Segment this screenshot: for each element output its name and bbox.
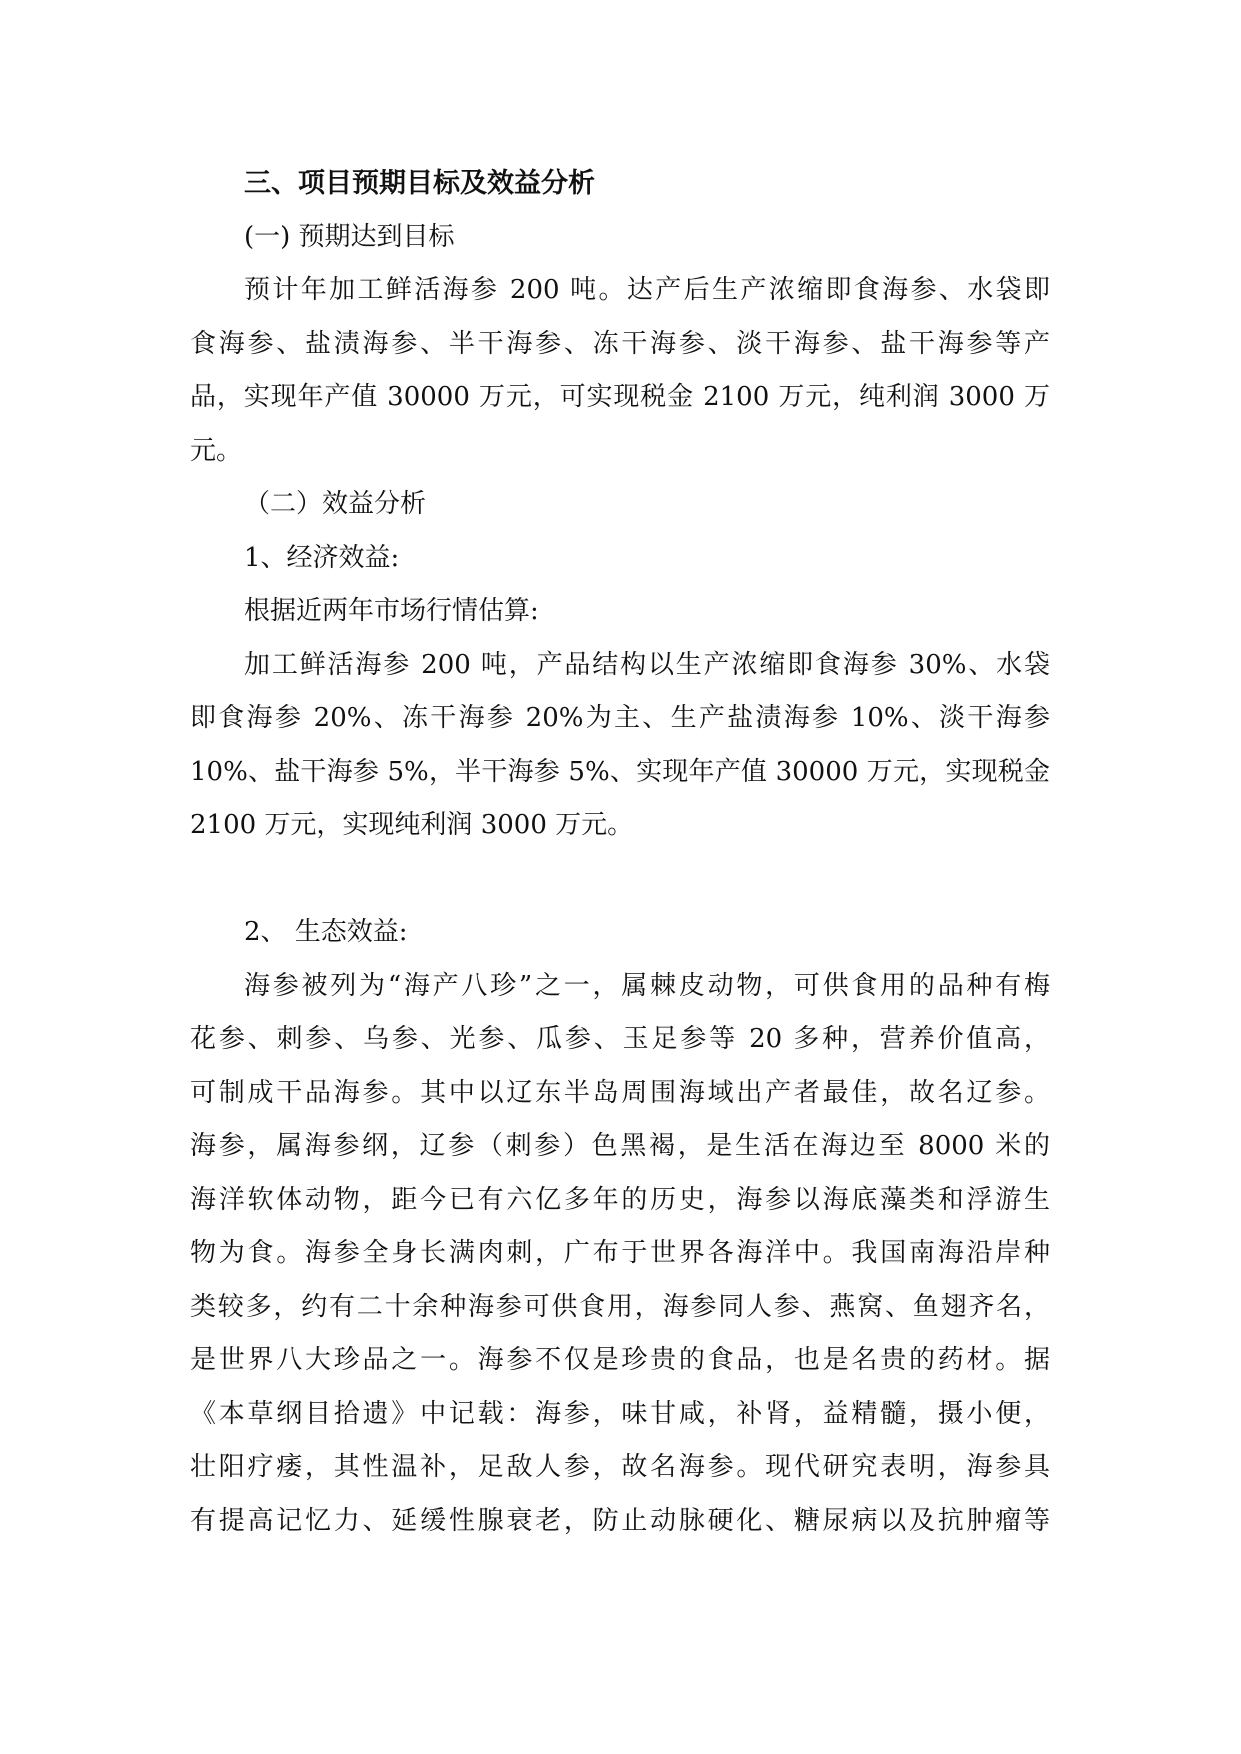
paragraph-line: 物为食。海参全身长满肉刺，广布于世界各海洋中。我国南海沿岸种 [190, 1238, 1050, 1268]
subsection-1-title: (一) 预期达到目标 [244, 221, 455, 252]
paragraph-line: 预计年加工鲜活海参 200 吨。达产后生产浓缩即食海参、水袋即 [244, 275, 1050, 305]
paragraph-line: 海参，属海参纲，辽参（刺参）色黑褐，是生活在海边至 8000 米的 [190, 1131, 1050, 1161]
paragraph-line: 食海参、盐渍海参、半干海参、冻干海参、淡干海参、盐干海参等产 [190, 328, 1050, 359]
paragraph-line: 壮阳疗痿，其性温补，足敌人参，故名海参。现代研究表明，海参具 [190, 1452, 1050, 1482]
paragraph-line: 即食海参 20%、冻干海参 20%为主、生产盐渍海参 10%、淡干海参 [190, 703, 1050, 733]
paragraph-line: 有提高记忆力、延缓性腺衰老，防止动脉硬化、糖尿病以及抗肿瘤等 [190, 1505, 1050, 1536]
paragraph-line: 10%、盐干海参 5%，半干海参 5%、实现年产值 30000 万元，实现税金 [190, 756, 1050, 787]
section-title: 三、项目预期目标及效益分析 [244, 168, 595, 199]
paragraph-line: 加工鲜活海参 200 吨，产品结构以生产浓缩即食海参 30%、水袋 [244, 649, 1050, 680]
paragraph-line: 2100 万元，实现纯利润 3000 万元。 [190, 810, 634, 840]
subsection-2-title: （二）效益分析 [244, 489, 427, 519]
paragraph-line: 品，实现年产值 30000 万元，可实现税金 2100 万元，纯利润 3000 万 [190, 382, 1050, 412]
paragraph-line: 元。 [190, 435, 243, 466]
paragraph-line: 可制成干品海参。其中以辽东半岛周围海域出产者最佳，故名辽参。 [190, 1077, 1050, 1108]
ecological-benefit-title: 2、 生态效益: [244, 917, 408, 947]
paragraph-line: 花参、刺参、乌参、光参、瓜参、玉足参等 20 多种，营养价值高， [190, 1024, 1050, 1054]
paragraph-line: 海参被列为“海产八珍”之一，属棘皮动物，可供食用的品种有梅 [244, 970, 1050, 1001]
economic-benefit-intro: 根据近两年市场行情估算: [244, 596, 539, 626]
document-body [190, 157, 1050, 1548]
paragraph-line: 是世界八大珍品之一。海参不仅是珍贵的食品，也是名贵的药材。据 [190, 1345, 1050, 1375]
economic-benefit-title: 1、经济效益: [244, 542, 400, 573]
paragraph-line: 《本草纲目拾遗》中记载：海参，味甘咸，补肾，益精髓，摄小便， [190, 1398, 1050, 1429]
paragraph-line: 类较多，约有二十余种海参可供食用，海参同人参、燕窝、鱼翅齐名， [190, 1291, 1050, 1322]
blank-gap [190, 853, 1050, 907]
paragraph-line: 海洋软体动物，距今已有六亿多年的历史，海参以海底藻类和浮游生 [190, 1184, 1050, 1215]
